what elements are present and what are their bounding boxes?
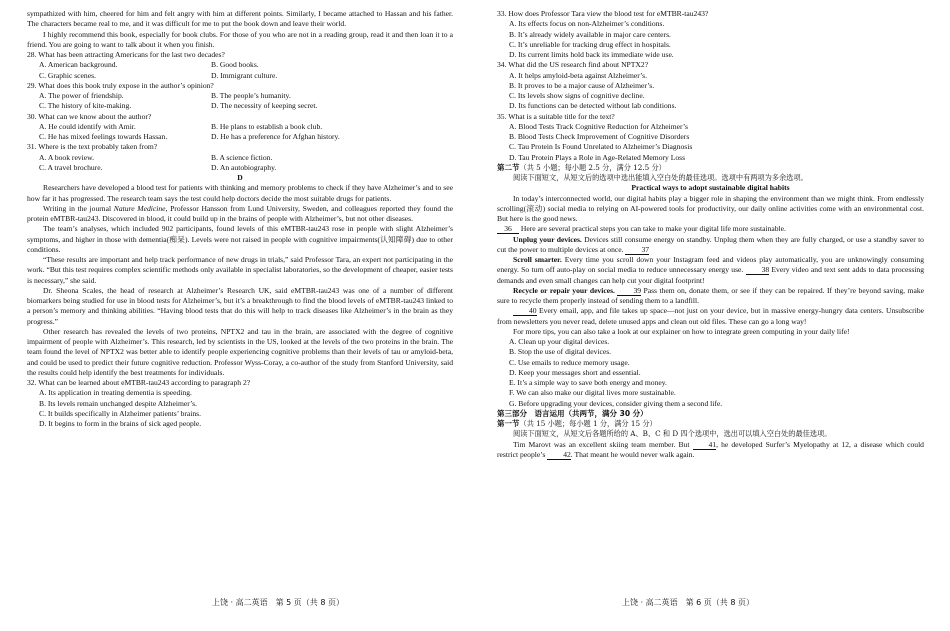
option-b: B. He plans to establish a book club. xyxy=(211,121,323,131)
text-run: Devices still consume energy on standby. Unplug them when they are fully charged, or use a standby saver to cut the power to multiple devices at once. xyxy=(497,234,924,254)
blank-40[interactable]: 40 xyxy=(513,307,537,316)
option-d: D. Keep your messages short and essential. xyxy=(509,367,641,377)
blank-37[interactable]: 37 xyxy=(625,246,649,255)
option-f: F. We can also make our digital lives more sustainable. xyxy=(509,388,676,398)
passage-paragraph: In today’s interconnected world, our digital habits play a bigger role in shaping the environment than we might think. From endlessly scrolling(滚动) social media to relying on AI-powered tools for productivity, our daily online activities come with an environmental cost. But here is the good news. xyxy=(497,193,924,223)
section-letter: D xyxy=(237,173,243,182)
option-d: D. The necessity of keeping secret. xyxy=(211,101,318,111)
option-d: D. Its current limits hold back its immediate wide use. xyxy=(509,50,674,59)
passage-paragraph xyxy=(497,224,924,234)
text-run: Every time you scroll down your Instagram feed and videos play automatically, you are unknowingly consuming energy. So turn off auto-play on social media to reduce unnecessary energy use. xyxy=(497,255,924,275)
option-b: B. Good books. xyxy=(211,60,259,70)
passage-d-paragraph: Dr. Sheona Scales, the head of research at Alzheimer’s Research UK, said eMTBR-tau243 was one of a number of different biomarkers being studied for use in blood tests for Alzheimer’s, but it’s a breakthrough to find the blood levels of eMTBR-tau243 linked to a person’s memory and thinking abilities. “Having blood tests that do this will help to track diseases like Alzheimer’s in the brain as they progress.” xyxy=(27,285,453,326)
text-run: Pass them on, donate them, or see if they can be repaired. If they’re beyond saving, make sure to recycle them properly instead of sending them to a landfill. xyxy=(497,285,925,305)
option-c: C. It’s unreliable for tracking drug effect in hospitals. xyxy=(509,39,671,49)
section-instructions: 阅读下面短文，从短文后各题所给的 A、B、C 和 D 四个选项中，选出可以填入空白处的最佳选项。 xyxy=(513,429,832,439)
option-b: B. It’s already widely available in major care centers. xyxy=(509,29,671,39)
option-b: B. The people’s humanity. xyxy=(211,91,291,100)
text-run: , Professor Hansson from Lund University, Sweden, and colleagues reported they found the protein eMTBR-tau243. Discovered in blood, it could build up in the brains of people with Alzheimer’s, but not other diseases. xyxy=(27,203,453,223)
tip-heading: Unplug your devices. xyxy=(513,234,582,244)
passage-paragraph xyxy=(497,286,924,307)
option-b: B. A science fiction. xyxy=(211,152,273,162)
answer-options xyxy=(27,153,453,163)
option-g: G. Before upgrading your devices, consider giving them a second life. xyxy=(509,398,723,408)
option-b: B. Its levels remain unchanged despite Alzheimer’s. xyxy=(39,398,198,408)
answer-options xyxy=(27,71,453,81)
left-page xyxy=(27,9,453,429)
option-d: D. Immigrant culture. xyxy=(211,70,278,80)
page-footer: 上饶 · 高二英语 第 5 页（共 8 页） xyxy=(212,598,344,607)
passage-c-paragraph: sympathized with him, cheered for him and felt angry with him at different points. Similarly, I became attached to Hassan and his father. The characters became real to me, and it was difficult for me to put the book down and leave their world. xyxy=(27,9,453,29)
tip-heading: Recycle or repair your devices. xyxy=(513,285,615,295)
answer-options xyxy=(27,91,453,101)
question-stem: 31. Where is the text probably taken from? xyxy=(27,142,158,152)
text-run: Every email, app, and file takes up space—not just on your device, but in massive energy-hungry data centers. Unsubscribe from newsletters you never read, delete unused apps and clean out old files. These can go a long way! xyxy=(497,306,924,326)
passage-paragraph xyxy=(497,255,924,286)
question-stem: 33. How does Professor Tara view the blood test for eMTBR-tau243? xyxy=(497,9,709,18)
option-a: A. Blood Tests Track Cognitive Reduction for Alzheimer’s xyxy=(509,121,688,131)
blank-42[interactable]: 42 xyxy=(547,451,571,460)
option-c: C. A travel brochure. xyxy=(39,162,103,172)
section-heading xyxy=(497,163,924,173)
passage-d-paragraph: The team’s analyses, which included 902 participants, found levels of this eMTBR-tau243 rose in people with slight Alzheimer’s symptoms, and higher in those with dementia(痴呆). Levels were not raised in people with cognitive impairments(认知障碍) due to other conditions. xyxy=(27,224,453,254)
blank-41[interactable]: 41 xyxy=(693,441,717,450)
text-run: Here are several practical steps you can take to make your digital life more sustainable. xyxy=(519,224,786,234)
question-stem: 34. What did the US research find about NPTX2? xyxy=(497,60,649,70)
option-c: C. Graphic scenes. xyxy=(39,70,96,80)
question-stem: 35. What is a suitable title for the text? xyxy=(497,111,615,121)
section-note: （共 15 小题；每小题 1 分，满分 15 分） xyxy=(519,419,657,428)
passage-d-paragraph: Other research has revealed the levels of two proteins, NPTX2 and tau in the brain, are associated with the degree of cognitive impairment of people with Alzheimer’s. This research, led by scientists in the US, looked at the levels of the two proteins in the brain. The team found the level of NPTX2 was better able to identify people experiencing cognitive problems than their levels of tau or amyloid-beta, and could be used to predict their future cognitive reduction. Professor Wyss-Coray, a co-author of the study from Stanford University, said the results could help identify the best treatments for individuals. xyxy=(27,326,453,377)
tip-heading: Scroll smarter. xyxy=(513,255,562,264)
option-c: C. Tau Protein Is Found Unrelated to Alzheimer’s Diagnosis xyxy=(509,142,693,152)
question-stem: 29. What does this book truly expose in the author’s opinion? xyxy=(27,80,214,90)
blank-39[interactable]: 39 xyxy=(617,287,641,296)
question-stem: 32. What can be learned about eMTBR-tau243 according to paragraph 2? xyxy=(27,378,251,387)
text-run: Tim Marovt was an excellent skiing team member. But xyxy=(513,439,693,449)
option-a: A. American background. xyxy=(39,60,118,70)
section-note: （共 5 小题；每小题 2.5 分，满分 12.5 分） xyxy=(519,162,666,172)
passage-d-paragraph: Researchers have developed a blood test for patients with thinking and memory problems to check if they have Alzheimer’s and to see how far it has progressed. The research team says the test could help doctors decide the most suitable drugs for patients. xyxy=(27,183,453,203)
answer-options xyxy=(27,101,453,111)
answer-options xyxy=(27,60,453,70)
option-a: A. A book review. xyxy=(39,152,94,162)
passage-paragraph: For more tips, you can also take a look at our explainer on how to integrate green computing in your daily life! xyxy=(513,326,850,336)
blank-36[interactable]: 36 xyxy=(497,225,519,234)
option-d: D. Tau Protein Plays a Role in Age-Related Memory Loss xyxy=(509,152,686,162)
option-d: D. Its functions can be detected without lab conditions. xyxy=(509,101,677,111)
option-c: C. It builds specifically in Alzheimer patients’ brains. xyxy=(39,408,202,418)
text-run: Writing in the journal xyxy=(43,203,114,213)
option-a: A. The power of friendship. xyxy=(39,91,124,100)
cloze-paragraph xyxy=(497,440,924,461)
page-footer: 上饶 · 高二英语 第 6 页（共 8 页） xyxy=(622,598,754,607)
journal-name: Nature Medicine xyxy=(113,203,166,213)
answer-options xyxy=(27,122,453,132)
option-a: A. It helps amyloid-beta against Alzheimer’s. xyxy=(509,70,647,80)
option-c: C. Its levels show signs of cognitive decline. xyxy=(509,91,645,100)
blank-38[interactable]: 38 xyxy=(746,266,770,275)
option-b: B. Blood Tests Check Improvement of Cognitive Disorders xyxy=(509,132,690,141)
option-b: B. Stop the use of digital devices. xyxy=(509,347,612,357)
passage-paragraph xyxy=(497,235,924,256)
text-run: Every video and text sent adds to data processing demands and even small changes can help cut your digital footprint! xyxy=(497,265,924,285)
section-instructions: 阅读下面短文，从短文后的选项中选出能填入空白处的最佳选项。选项中有两项为多余选项。 xyxy=(513,173,808,182)
option-d: D. An autobiography. xyxy=(211,162,277,172)
section-label: 第二节 xyxy=(497,162,520,172)
option-e: E. It’s a simple way to save both energy and money. xyxy=(509,378,667,387)
right-page xyxy=(497,9,924,460)
question-stem: 28. What has been attracting Americans for the last two decades? xyxy=(27,50,225,59)
passage-d-paragraph: “These results are important and help track performance of new drugs in trials,” said Professor Tara, an expert not participating in the work. “But this test requires complex scientific methods only available in specialist laboratories, so the development of cheaper, easier tests is necessary,” she said. xyxy=(27,255,453,285)
option-a: A. He could identify with Amir. xyxy=(39,121,136,131)
option-b: B. It proves to be a major cause of Alzheimer’s. xyxy=(509,80,655,90)
option-d: D. It begins to form in the brains of sick aged people. xyxy=(39,419,202,428)
answer-options xyxy=(27,163,453,173)
passage-d-paragraph xyxy=(27,204,453,225)
passage-c-paragraph: I highly recommend this book, especially for book clubs. For those of you who are not in a reading group, read it and then loan it to a friend. You are going to want to talk about it when you finish. xyxy=(27,29,453,49)
text-run: . That meant he would never walk again. xyxy=(570,449,695,459)
section-label: 第一节 xyxy=(497,419,520,428)
part-heading xyxy=(497,409,924,419)
option-c: C. He has mixed feelings towards Hassan. xyxy=(39,132,168,141)
passage-title: Practical ways to adopt sustainable digital habits xyxy=(631,183,790,193)
option-c: C. The history of kite-making. xyxy=(39,101,132,111)
option-a: A. Clean up your digital devices. xyxy=(509,337,610,346)
part-label: 第三部分 xyxy=(497,408,527,418)
option-a: A. Its application in treating dementia is speeding. xyxy=(39,388,192,398)
option-a: A. Its effects focus on non-Alzheimer’s conditions. xyxy=(509,19,665,29)
text-run: , he developed Surfer’s Myelopathy at 12, a disease which could restrict people’s xyxy=(497,439,924,459)
part-title: 语言运用（共两节，满分 30 分） xyxy=(534,408,648,418)
option-d: D. He has a preference for Afghan history. xyxy=(211,132,340,141)
option-c: C. Use emails to reduce memory usage. xyxy=(509,357,630,367)
passage-paragraph xyxy=(497,306,924,327)
section-heading xyxy=(497,419,924,429)
question-stem: 30. What can we know about the author? xyxy=(27,111,152,121)
answer-options xyxy=(27,132,453,142)
